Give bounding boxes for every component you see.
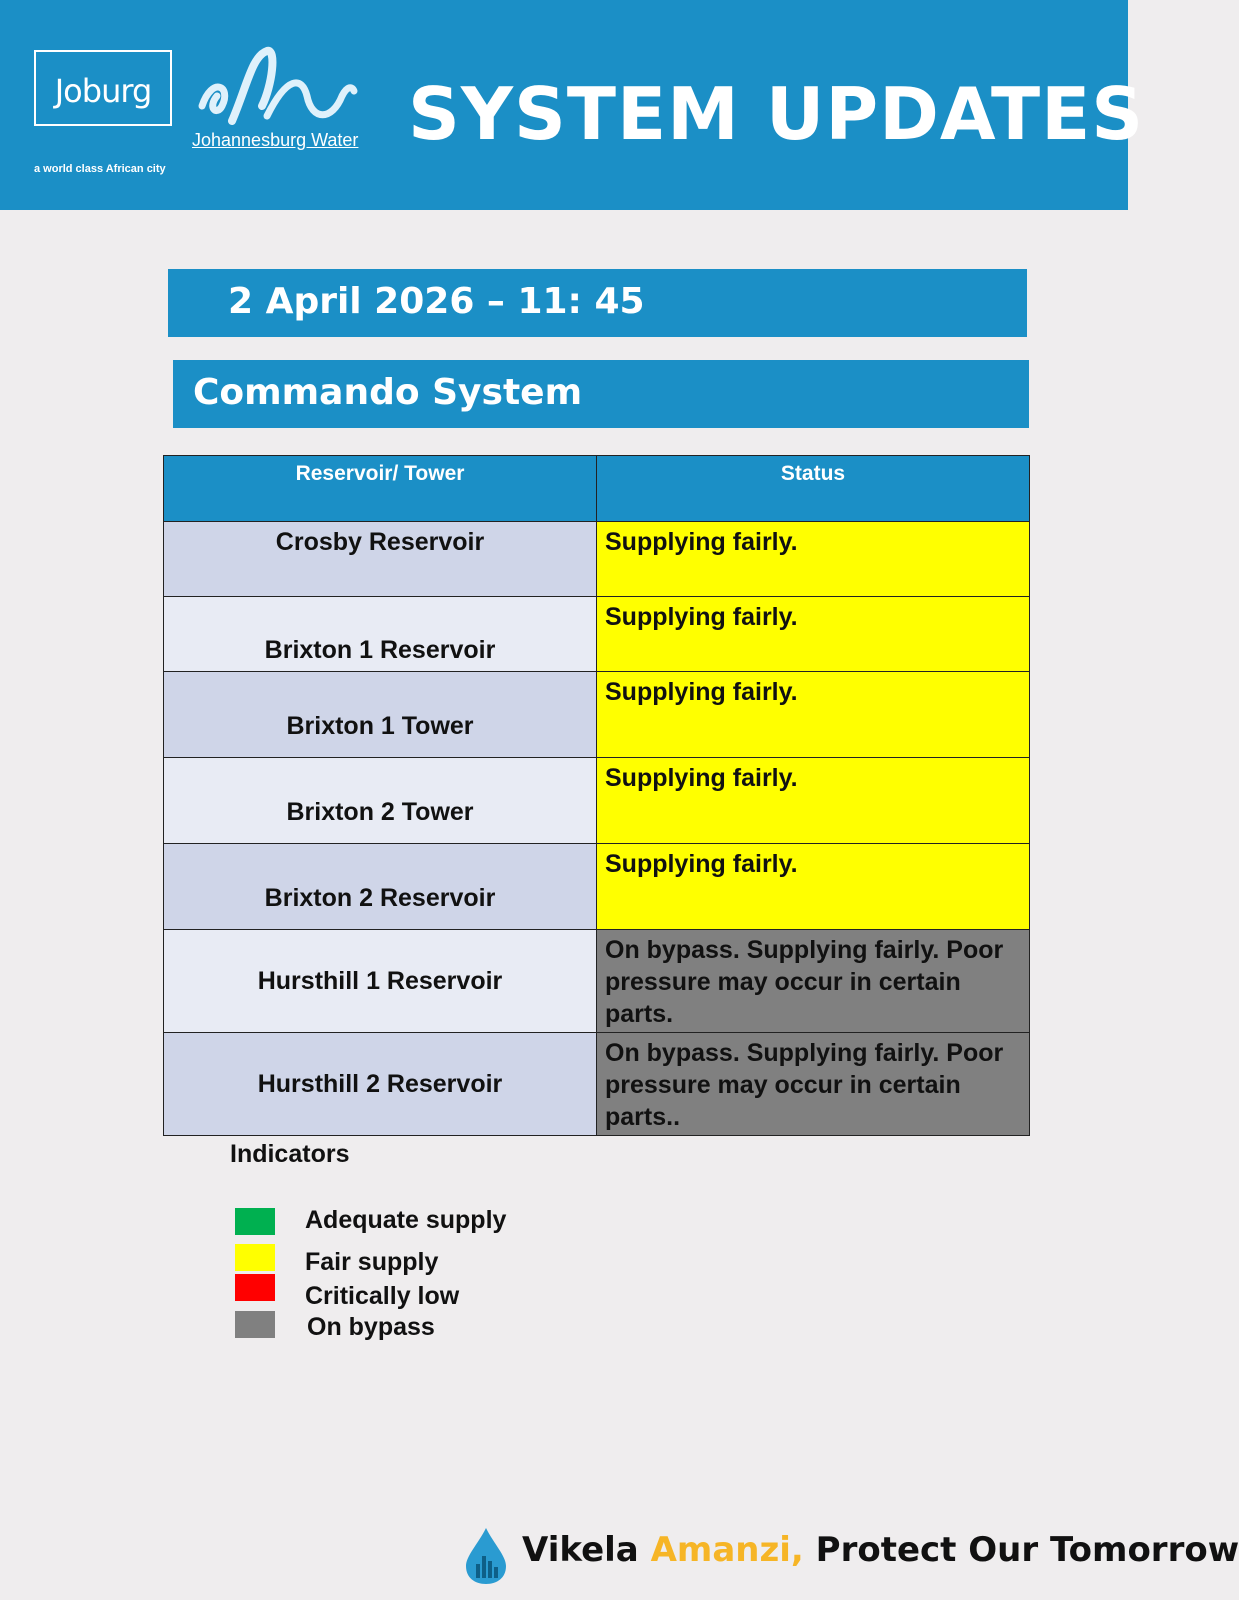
table-row xyxy=(164,672,1030,758)
footer-slogan-accent: Amanzi, xyxy=(650,1530,804,1570)
footer-slogan xyxy=(522,1530,1239,1570)
joburg-logo xyxy=(34,50,172,126)
date-time-bar xyxy=(168,269,1027,337)
legend-label: Fair supply xyxy=(305,1248,439,1276)
table-row xyxy=(164,597,1030,672)
joburg-tagline: a world class African city xyxy=(34,163,166,175)
joburg-logo-text: Joburg xyxy=(54,72,152,110)
reservoir-name: Crosby Reservoir xyxy=(164,522,597,597)
reservoir-name: Brixton 2 Tower xyxy=(164,758,597,844)
indicators-title: Indicators xyxy=(230,1140,350,1168)
reservoir-name: Brixton 2 Reservoir xyxy=(164,844,597,930)
johannesburg-water-name: Johannesburg Water xyxy=(192,130,359,150)
reservoir-name: Hursthill 2 Reservoir xyxy=(164,1033,597,1136)
reservoir-name: Brixton 1 Reservoir xyxy=(164,597,597,672)
legend-swatch xyxy=(235,1244,275,1271)
status-table xyxy=(163,455,1030,1136)
page-title: SYSTEM UPDATES xyxy=(408,72,1145,156)
header-banner xyxy=(0,0,1145,210)
reservoir-name: Hursthill 1 Reservoir xyxy=(164,930,597,1033)
legend-label: Critically low xyxy=(305,1282,460,1310)
header-reservoir: Reservoir/ Tower xyxy=(164,456,597,522)
legend-swatch xyxy=(235,1208,275,1235)
legend-label: On bypass xyxy=(307,1313,435,1341)
status-value: Supplying fairly. xyxy=(597,672,1030,758)
legend-swatch xyxy=(235,1274,275,1301)
status-value: Supplying fairly. xyxy=(597,522,1030,597)
footer-slogan-part1: Vikela xyxy=(522,1530,639,1570)
system-name: Commando System xyxy=(193,372,583,413)
header-status: Status xyxy=(597,456,1030,522)
status-value: On bypass. Supplying fairly. Poor pressure may occur in certain parts.. xyxy=(597,1033,1030,1136)
status-value: Supplying fairly. xyxy=(597,597,1030,672)
table-row xyxy=(164,758,1030,844)
status-value: Supplying fairly. xyxy=(597,758,1030,844)
legend-label: Adequate supply xyxy=(305,1206,507,1234)
table-row xyxy=(164,1033,1030,1136)
system-name-bar xyxy=(173,360,1029,428)
status-value: Supplying fairly. xyxy=(597,844,1030,930)
water-drop-icon xyxy=(464,1526,508,1586)
date-time: 2 April 2026 – 11: 45 xyxy=(228,281,645,322)
table-row xyxy=(164,930,1030,1033)
legend-swatch xyxy=(235,1311,275,1338)
table-header-row xyxy=(164,456,1030,522)
table-row xyxy=(164,522,1030,597)
reservoir-name: Brixton 1 Tower xyxy=(164,672,597,758)
footer-slogan-part3: Protect Our Tomorrow xyxy=(815,1530,1239,1570)
status-value: On bypass. Supplying fairly. Poor pressure may occur in certain parts. xyxy=(597,930,1030,1033)
table-row xyxy=(164,844,1030,930)
